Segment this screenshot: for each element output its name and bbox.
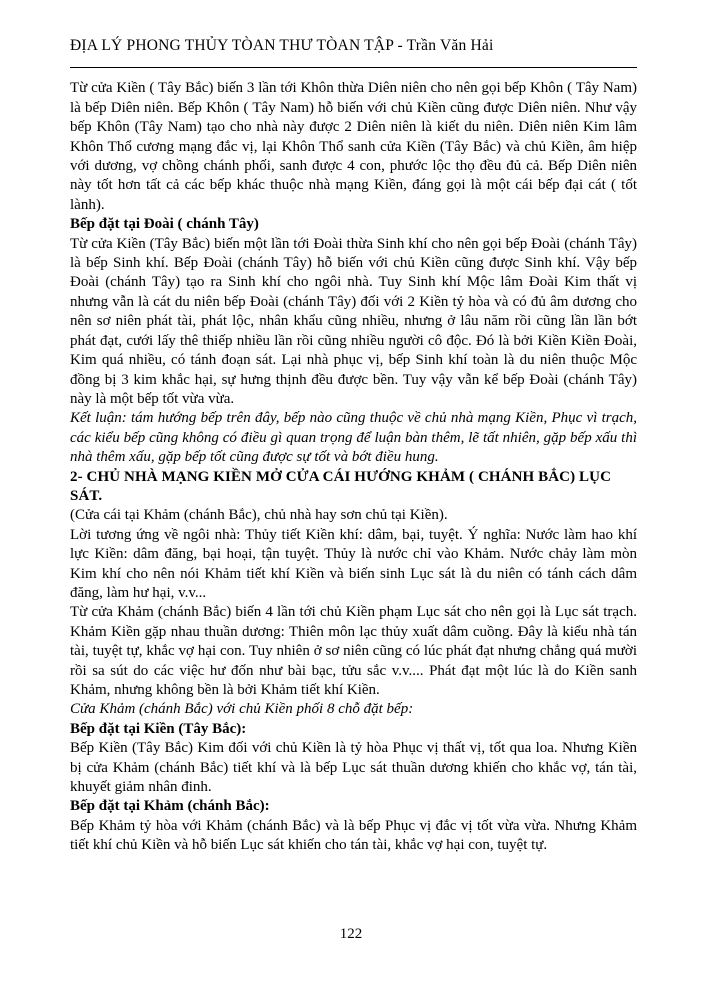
paragraph-khon-dien-nien: Từ cửa Kiền ( Tây Bắc) biến 3 lần tới Khôn thừa Diên niên cho nên gọi bếp Khôn ( Tây Nam) là bếp Diên niên. Bếp Khôn ( Tây Nam) hỗ biến với chủ Kiền cũng được Diên niên. Như vậy bếp Khôn (Tây Nam) tạo cho nhà này được 2 Diên niên là kiết du niên. Diên niên Kim lâm Khôn Thổ cương mạng đắc vị, lại Khôn Thổ sanh cửa Kiền (Tây Bắc) và chủ Kiền, âm hiệp với dương, vợ chồng chánh phối, sanh được 4 con, phước lộc thọ đều đủ cả. Bếp Diên niên này tốt hơn tất cả các bếp khác thuộc nhà mạng Kiền, đáng gọi là một cái bếp đại cát ( tốt lành). [70, 80, 637, 213]
section-heading-bep-kham: Bếp đặt tại Khảm (chánh Bắc): [70, 798, 270, 815]
page-number: 122 [339, 926, 363, 942]
page-header-title: ĐỊA LÝ PHONG THỦY TÒAN THƯ TÒAN TẬP - Trần Văn Hải [70, 37, 494, 54]
paragraph-cua-cai-tai-kham: (Cửa cái tại Khảm (chánh Bắc), chủ nhà hay sơn chủ tại Kiền). [70, 507, 448, 524]
section-heading-bep-kien: Bếp đặt tại Kiền (Tây Bắc): [70, 720, 247, 737]
section-heading-chu-nha-mang-kien: 2- CHỦ NHÀ MẠNG KIỀN MỞ CỬA CÁI HƯỚNG KHẢM ( CHÁNH BẮC) LỤC SÁT. [70, 468, 612, 504]
header-rule [70, 67, 637, 68]
paragraph-ket-luan: Kết luận: tám hướng bếp trên đây, bếp nào cũng thuộc về chủ nhà mạng Kiền, Phục vì trạch, các kiểu bếp cũng không có điều gì quan trọng để luận bàn thêm, lẽ tất nhiên, gặp bếp xấu thì nhà thêm xấu, gặp bếp tốt cũng được sự tốt và bớt điều hung. [70, 410, 637, 466]
paragraph-loi-tuong-ung: Lời tương ứng về ngôi nhà: Thủy tiết Kiền khí: dâm, bại, tuyệt. Ý nghĩa: Nước làm hao khí lực Kiền: dâm đăng, bại hoại, tận tuyệt. Thủy là nước chỉ vào Khảm. Nước chảy làm mòn Kim khí cho nên nói Khảm tiết khí Kiền và biến sinh Lục sát là du niên có tánh cách dâm đăng, làm hư hại, v.v... [70, 526, 637, 601]
paragraph-tu-cua-kham: Từ cửa Khảm (chánh Bắc) biến 4 lần tới chủ Kiền phạm Lục sát cho nên gọi là Lục sát trạch. Khảm Kiền gặp nhau thuần dương: Thiên môn lạc thủy xuất dâm cuồng. Đây là kiểu nhà tán tài, tuyệt tự, khắc vợ hại con. Tuy nhiên ở sơ niên cũng có lúc phát đạt nhưng chẳng quá mười rồi sa sút do các việc hư đốn như bài bạc, tửu sắc v.v.... Phát đạt một lúc là do Kiền sanh Khảm, nhưng không bền là bởi Khảm tiết khí Kiền. [70, 604, 637, 698]
paragraph-bep-kien: Bếp Kiền (Tây Bắc) Kim đối với chủ Kiền là tỷ hòa Phục vị thất vị, tốt qua loa. Nhưng Kiền bị cửa Khảm (chánh Bắc) tiết khí và là bếp Lục sát thuần dương khiến cho khắc vợ, tán tài, khuyết giảm nhân đinh. [70, 740, 637, 796]
paragraph-bep-kham: Bếp Khảm tỷ hòa với Khảm (chánh Bắc) và là bếp Phục vị đắc vị tốt vừa vừa. Nhưng Khảm tiết khí chủ Kiền và hỗ biến Lục sát khiến cho tán tài, khắc vợ hại con, tuyệt tự. [70, 817, 637, 854]
paragraph-cua-kham-phoi-bep: Cửa Khảm (chánh Bắc) với chủ Kiền phối 8 chỗ đặt bếp: [70, 701, 414, 718]
paragraph-bep-doai: Từ cửa Kiền (Tây Bắc) biến một lần tới Đoài thừa Sinh khí cho nên gọi bếp Đoài (chánh Tây) là bếp Sinh khí. Bếp Đoài (chánh Tây) hỗ biến với chủ Kiền cũng được Sinh khí. Vậy bếp Đoài (chánh Tây) tạo ra Sinh khí cho ngôi nhà. Tuy Sinh khí Mộc lâm Đoài Kim thất vị nhưng vẫn là cát du niên bếp Đoài (chánh Tây) đối với 2 Kiền tỷ hòa và có đủ âm dương cho nên sơ niên phát tài, phát lộc, nhân khẩu cũng nhiều, nhưng ở lâu năm rồi cũng lần lần bớt phát đạt, cưới lấy thê thiếp nhiều lần rồi cũng nhiều người cô độc. Đó là bởi Kiền Kiền Đoài, Kim quá nhiều, có tánh đoạn sát. Lại nhà phục vị, bếp Sinh khí toàn là du niên thuộc Mộc đồng bị 3 kim khắc hại, sự hưng thịnh đều được bền. Tuy vậy vẫn kể bếp Đoài (chánh Tây) này là một bếp tốt vừa vừa. [70, 235, 637, 407]
document-content [70, 36, 637, 856]
section-heading-bep-doai: Bếp đặt tại Đoài ( chánh Tây) [70, 216, 259, 233]
